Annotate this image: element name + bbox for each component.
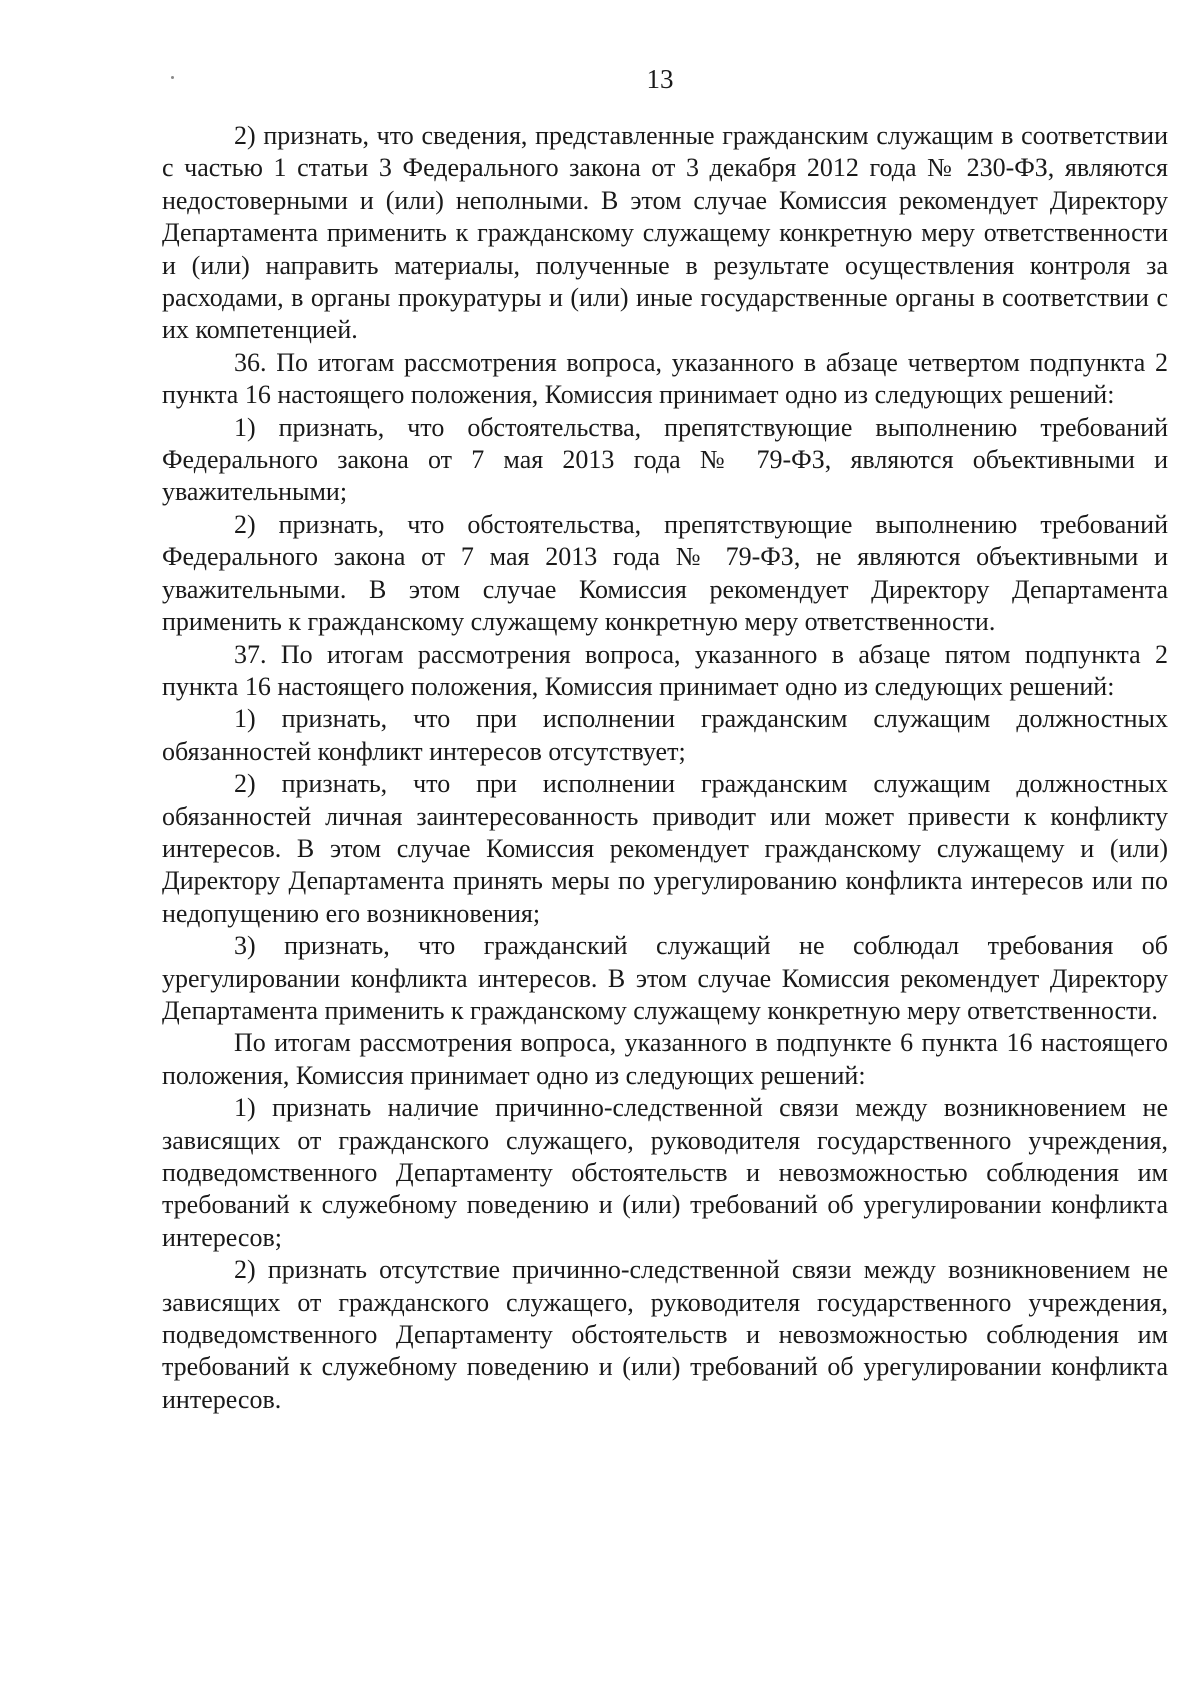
paragraph-subclause-6-item-2: 2) признать отсутствие причинно-следственной связи между возникновением не зависящих от гражданского служащего, руководителя государственного учреждения, подведомственного Департаменту обстоятельств и невозможностью соблюдения им требований к служебному поведению и (или) требований об урегулировании конфликта интересов. (162, 1255, 1168, 1414)
paragraph-clause-37: 37. По итогам рассмотрения вопроса, указанного в абзаце пятом подпункта 2 пункта 16 настоящего положения, Комиссия принимает одно из следующих решений: (162, 639, 1168, 701)
document-body (162, 120, 1168, 1416)
paragraph-clause-36: 36. По итогам рассмотрения вопроса, указанного в абзаце четвертом подпункта 2 пункта 16 настоящего положения, Комиссия принимает одно из следующих решений: (162, 347, 1168, 410)
paragraph-item-2-false-info: 2) признать, что сведения, представленные гражданским служащим в соответствии с частью 1 статьи 3 Федерального закона от 3 декабря 2012 года № 230-ФЗ, являются недостоверными и (или) неполными. В этом случае Комиссия рекомендует Директору Департамента применить к гражданскому служащему конкретную меру ответственности и (или) направить материалы, полученные в результате осуществления контроля за расходами, в органы прокуратуры и (или) иные государственные органы в соответствии с их компетенцией. (162, 121, 1168, 345)
paragraph-clause-36-item-1: 1) признать, что обстоятельства, препятствующие выполнению требований Федерального закона от 7 мая 2013 года № 79-ФЗ, являются объективными и уважительными; (162, 412, 1168, 507)
paragraph-clause-37-item-3: 3) признать, что гражданский служащий не соблюдал требования об урегулировании конфликта интересов. В этом случае Комиссия рекомендует Директору Департамента применить к гражданскому служащему конкретную меру ответственности. (162, 931, 1168, 1025)
page-number: 13 (646, 64, 674, 94)
paragraph-subclause-6-item-1: 1) признать наличие причинно-следственной связи между возникновением не зависящих от гражданского служащего, руководителя государственного учреждения, подведомственного Департаменту обстоятельств и невозможностью соблюдения им требований к служебному поведению и (или) требований об урегулировании конфликта интересов; (162, 1093, 1168, 1252)
paragraph-clause-37-item-1: 1) признать, что при исполнении гражданским служащим должностных обязанностей конфликт интересов отсутствует; (162, 704, 1168, 766)
paragraph-subclause-6: По итогам рассмотрения вопроса, указанного в подпункте 6 пункта 16 настоящего положения, Комиссия принимает одно из следующих решений: (162, 1028, 1168, 1090)
paragraph-clause-36-item-2: 2) признать, что обстоятельства, препятствующие выполнению требований Федерального закона от 7 мая 2013 года № 79-ФЗ, не являются объективными и уважительными. В этом случае Комиссия рекомендует Директору Департамента применить к гражданскому служащему конкретную меру ответственности. (162, 509, 1168, 637)
paragraph-clause-37-item-2: 2) признать, что при исполнении гражданским служащим должностных обязанностей личная заинтересованность приводит или может привести к конфликту интересов. В этом случае Комиссия рекомендует гражданскому служащему и (или) Директору Департамента принять меры по урегулированию конфликта интересов или по недопущению его возникновения; (162, 769, 1168, 928)
